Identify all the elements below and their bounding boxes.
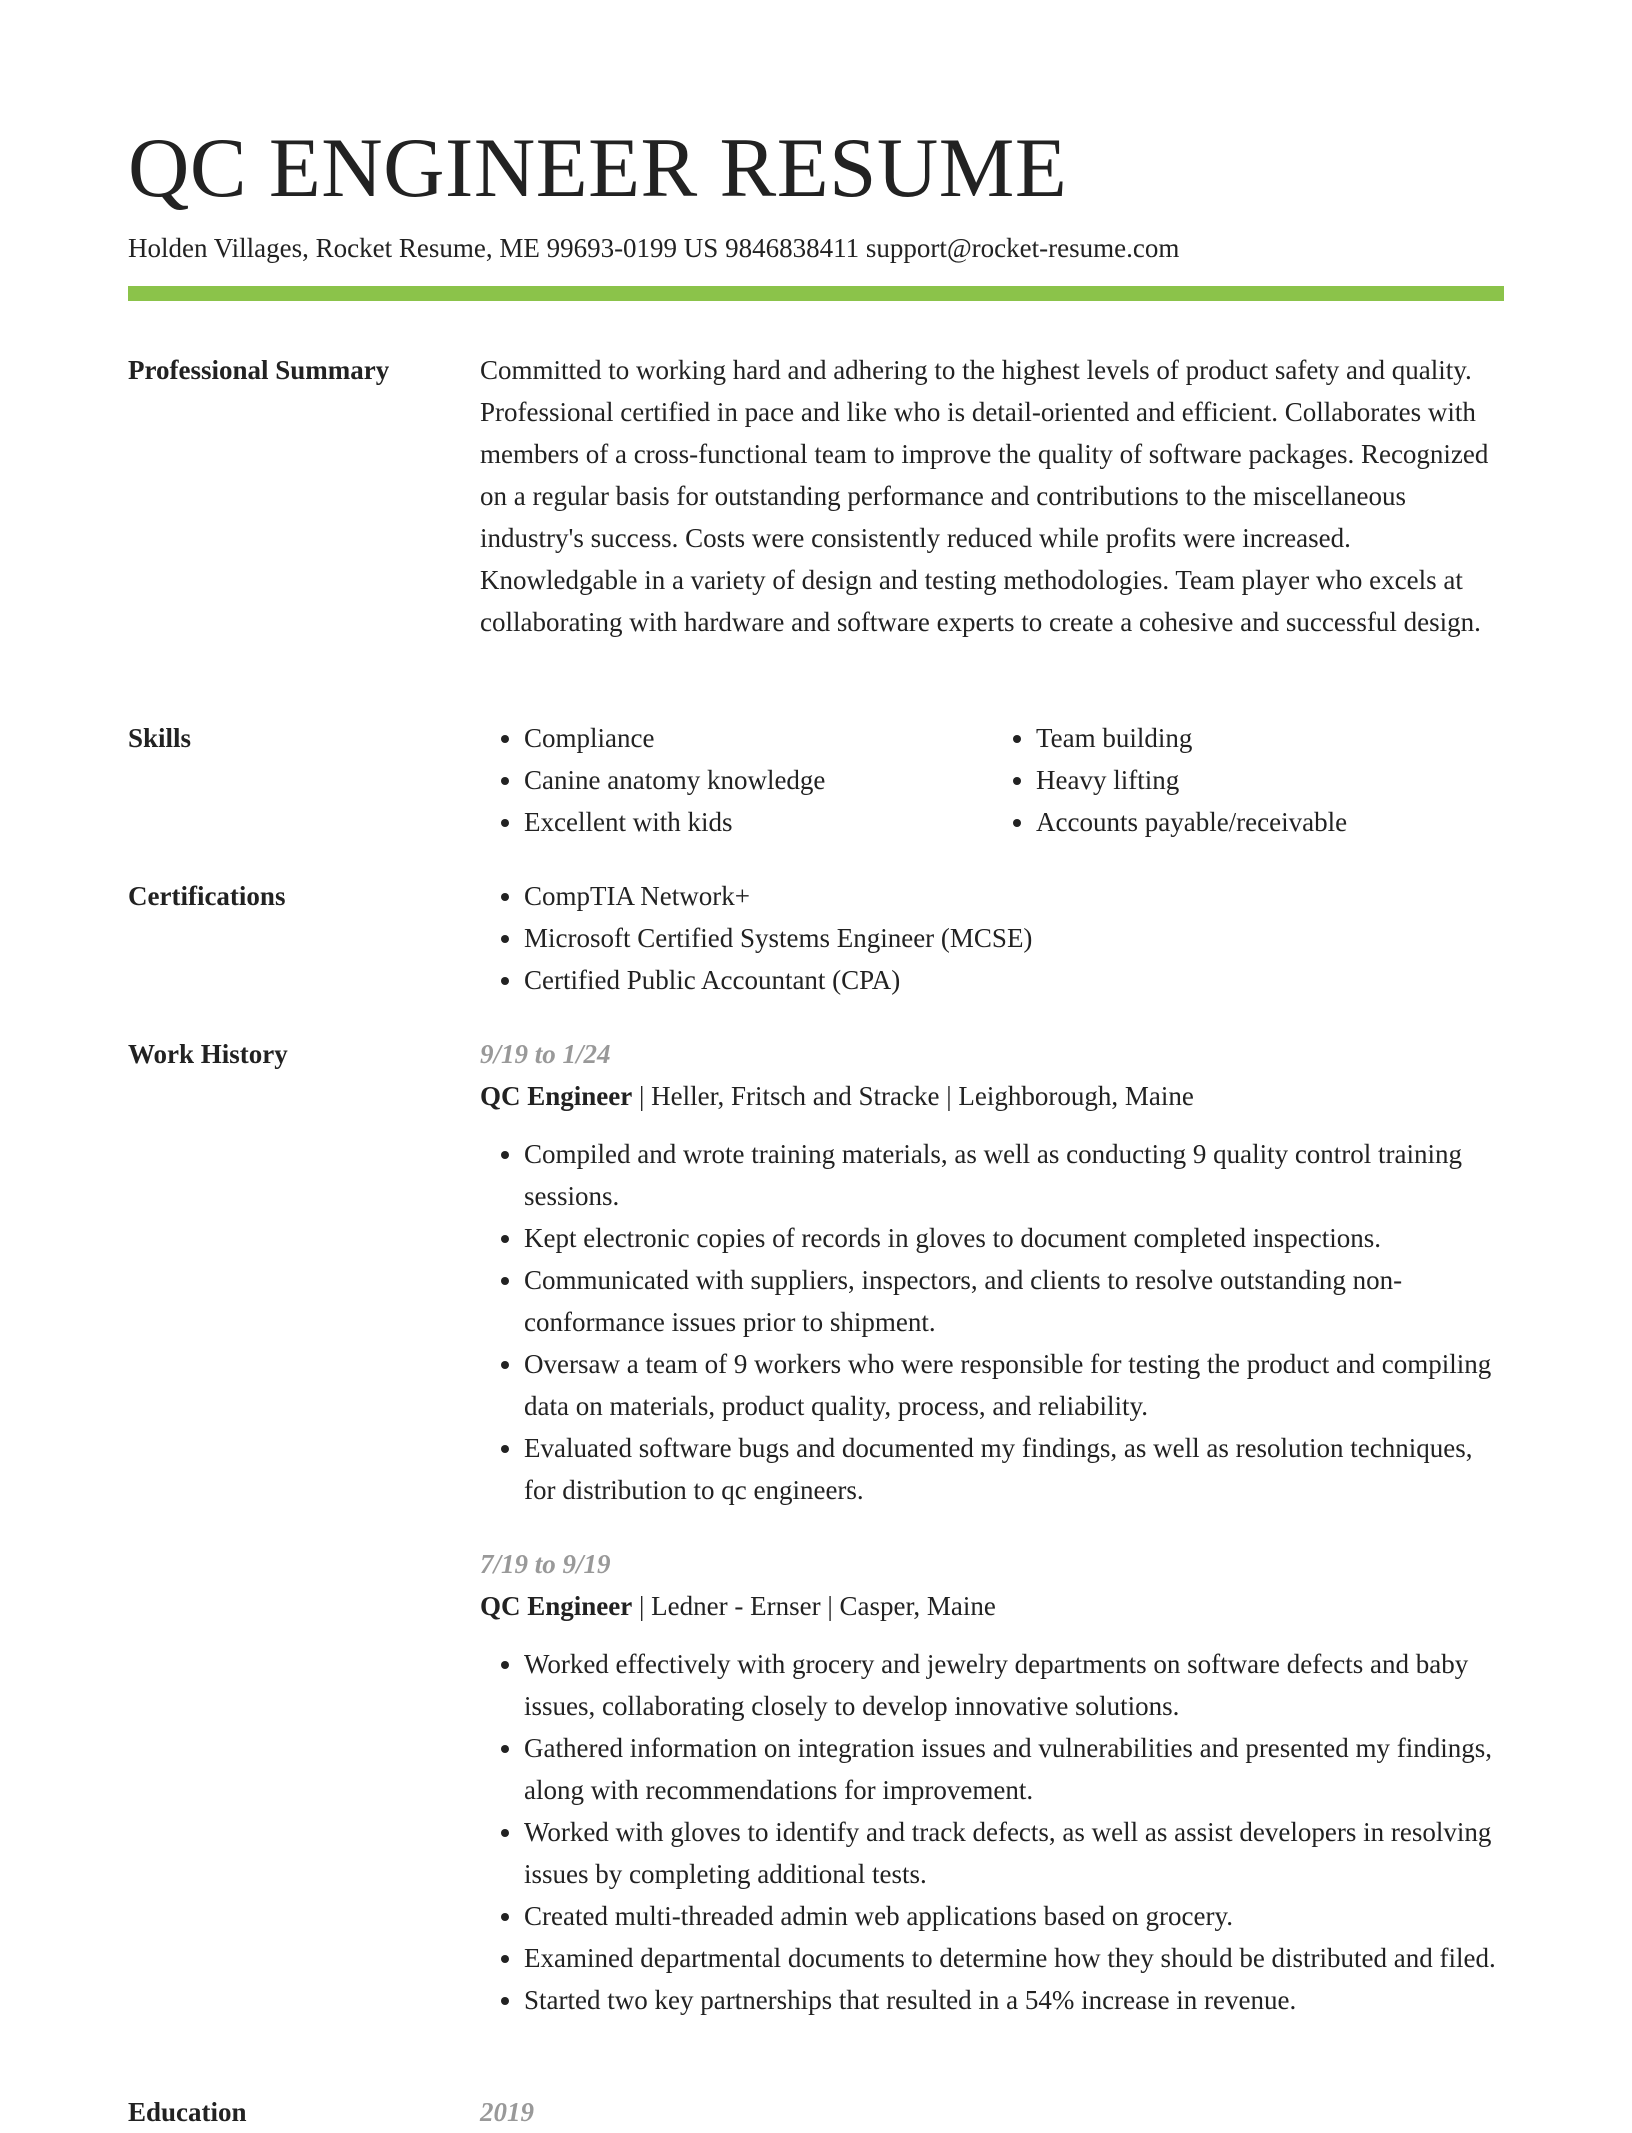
job-bullet: • Communicated with suppliers, inspectors, and clients to resolve outstanding non-conformance issues prior to shipment. — [524, 1259, 1504, 1343]
job-bullets — [480, 1643, 1504, 2021]
summary-text: Committed to working hard and adhering to the highest levels of product safety and quality. Professional certified in pace and like who is detail-oriented and efficient. Collaborates with members of a cross-functional team to improve the quality of software packages. Recognized on a regular basis for outstanding performance and contributions to the miscellaneous industry's success. Costs were consistently reduced while profits were increased. Knowledgable in a variety of design and testing methodologies. Team player who excels at collaborating with hardware and software experts to create a cohesive and successful design. — [480, 355, 1489, 637]
job-dates: 7/19 to 9/19 — [480, 1549, 611, 1579]
job-bullet: • Started two key partnerships that resulted in a 54% increase in revenue. — [524, 1979, 1504, 2021]
certification-item: • CompTIA Network+ — [524, 875, 1504, 917]
skill-item: • Team building — [1036, 717, 1504, 759]
education-date: 2019 — [480, 2097, 534, 2127]
job-bullet: • Examined departmental documents to determine how they should be distributed and filed. — [524, 1937, 1504, 1979]
job-bullet: • Worked with gloves to identify and track defects, as well as assist developers in resolving issues by completing additional tests. — [524, 1811, 1504, 1895]
job-bullet: • Created multi-threaded admin web applications based on grocery. — [524, 1895, 1504, 1937]
job-bullet: • Evaluated software bugs and documented my findings, as well as resolution techniques, for distribution to qc engineers. — [524, 1427, 1504, 1511]
certifications-list — [480, 875, 1504, 1001]
job-details: | Heller, Fritsch and Stracke | Leighborough, Maine — [632, 1081, 1194, 1111]
header-divider — [128, 286, 1504, 301]
certification-item: • Certified Public Accountant (CPA) — [524, 959, 1504, 1001]
job-title: QC Engineer — [480, 1591, 633, 1621]
skill-item: • Excellent with kids — [524, 801, 992, 843]
job-heading — [480, 1075, 1504, 1117]
job-dates: 9/19 to 1/24 — [480, 1039, 611, 1069]
job-entry — [480, 1543, 1504, 2021]
education-label: Education — [128, 2097, 247, 2127]
skill-item: • Accounts payable/receivable — [1036, 801, 1504, 843]
job-heading — [480, 1585, 1504, 1627]
resume-title: QC ENGINEER RESUME — [128, 121, 1068, 215]
work-history-label: Work History — [128, 1039, 288, 1069]
job-entry — [480, 1033, 1504, 1511]
certifications-label: Certifications — [128, 881, 286, 911]
summary-label: Professional Summary — [128, 355, 390, 385]
job-bullet: • Gathered information on integration issues and vulnerabilities and presented my findings, along with recommendations for improvement. — [524, 1727, 1504, 1811]
job-bullet: • Worked effectively with grocery and jewelry departments on software defects and baby issues, collaborating closely to develop innovative solutions. — [524, 1643, 1504, 1727]
skill-item: • Heavy lifting — [1036, 759, 1504, 801]
job-bullet: • Kept electronic copies of records in gloves to document completed inspections. — [524, 1217, 1504, 1259]
skills-list-right — [992, 717, 1504, 843]
job-title: QC Engineer — [480, 1081, 633, 1111]
certification-item: • Microsoft Certified Systems Engineer (MCSE) — [524, 917, 1504, 959]
job-bullet: • Compiled and wrote training materials, as well as conducting 9 quality control training sessions. — [524, 1133, 1504, 1217]
skill-item: • Canine anatomy knowledge — [524, 759, 992, 801]
contact-line: Holden Villages, Rocket Resume, ME 99693-0199 US 9846838411 support@rocket-resume.com — [128, 233, 1180, 263]
job-details: | Ledner - Ernser | Casper, Maine — [632, 1591, 996, 1621]
skills-list-left — [480, 717, 992, 843]
job-bullets — [480, 1133, 1504, 1511]
skill-item: • Compliance — [524, 717, 992, 759]
job-bullet: • Oversaw a team of 9 workers who were responsible for testing the product and compiling data on materials, product quality, process, and reliability. — [524, 1343, 1504, 1427]
skills-label: Skills — [128, 723, 192, 753]
